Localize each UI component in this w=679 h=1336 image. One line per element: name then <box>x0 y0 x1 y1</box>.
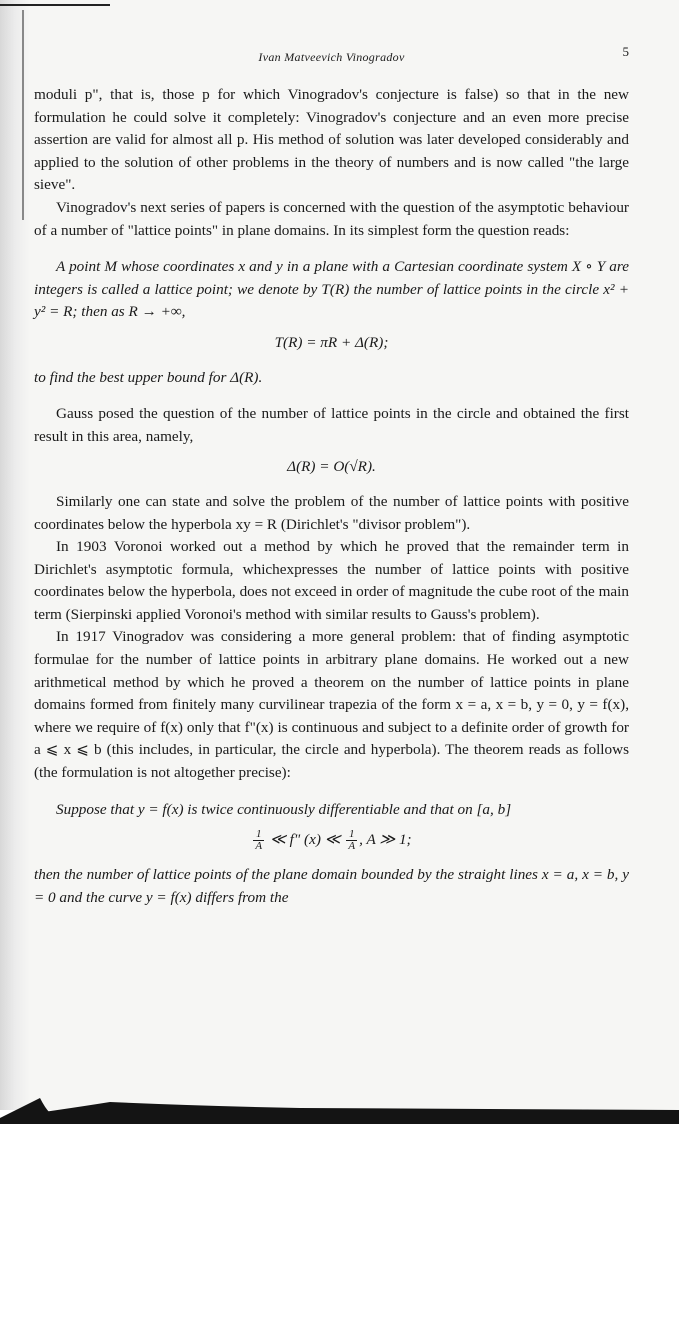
problem-statement: A point M whose coordinates x and y in a plane with a Cartesian coordinate system X ∘ Y are integers is called a lattice point; we denote by T(R) the number of lattice points in the circle x² + y² = R; then as R → +∞, <box>34 258 629 321</box>
formula-tail: , A ≫ 1; <box>359 831 412 849</box>
formula-second-derivative-bound <box>34 829 629 852</box>
running-head: Ivan Matveevich Vinogradov <box>258 50 405 64</box>
theorem-conclusion: then the number of lattice points of the plane domain bounded by the straight lines x = a, x = b, y = 0 and the curve y = f(x) differs from the <box>34 866 629 906</box>
binding-edge-line <box>22 10 24 220</box>
formula-middle: ≪ f" (x) ≪ <box>269 831 341 849</box>
fraction-one-over-a: $\frac{1}{A}$ <box>255 828 263 853</box>
paragraph: Gauss posed the question of the number of lattice points in the circle and obtained the first result in this area, namely, <box>34 405 629 445</box>
paragraph: moduli p", that is, those p for which Vinogradov's conjecture is false) so that in the new formulation he could solve it completely: Vinogradov's conjecture and an even more precise assertion are valid for almost all p. His method of solution was later developed considerably and applied to the solution of other problems in the theory of numbers and is now called "the large sieve". <box>34 86 629 194</box>
formula-gauss-bound: Δ(R) = O(√R). <box>287 458 376 476</box>
page-body <box>34 84 629 909</box>
bottom-scan-shadow <box>0 1088 679 1124</box>
paragraph: In 1903 Voronoi worked out a method by which he proved that the remainder term in Dirichlet's asymptotic formula, whichexpresses the number of lattice points with positive coordinates below the hyperbola, does not exceed in order of magnitude the cube root of the main term (Sierpinski applied Voronoi's method with similar results to Gauss's problem). <box>34 538 629 623</box>
theorem-statement: Suppose that y = f(x) is twice continuously differentiable and that on [a, b] <box>56 800 512 818</box>
binding-shadow <box>0 0 30 1110</box>
paragraph: In 1917 Vinogradov was considering a more general problem: that of finding asymptotic formulae for the number of lattice points in arbitrary plane domains. He worked out a new arithmetical method by which he proved a theorem on the number of lattice points in plane domains formed from finitely many curvilinear trapezia of the form x = a, x = b, y = 0, y = f(x), where we require of f(x) only that f"(x) is continuous and subject to a definite order of growth for a ⩽ x ⩽ b (this includes, in particular, the circle and hyperbola). The theorem reads as follows (the formulation is not altogether precise): <box>34 628 629 782</box>
page-number: 5 <box>622 44 629 59</box>
fraction-one-over-a: $\frac{1}{A}$ <box>348 828 356 853</box>
paragraph: Similarly one can state and solve the problem of the number of lattice points with positive coordinates below the hyperbola xy = R (Dirichlet's "divisor problem"). <box>34 492 629 533</box>
formula-lattice-count: T(R) = πR + Δ(R); <box>274 333 389 351</box>
problem-statement-end: to find the best upper bound for Δ(R). <box>34 368 263 386</box>
top-edge-rule <box>0 4 110 6</box>
paragraph: Vinogradov's next series of papers is concerned with the question of the asymptotic behaviour of a number of "lattice points" in plane domains. In its simplest form the question reads: <box>34 198 629 239</box>
